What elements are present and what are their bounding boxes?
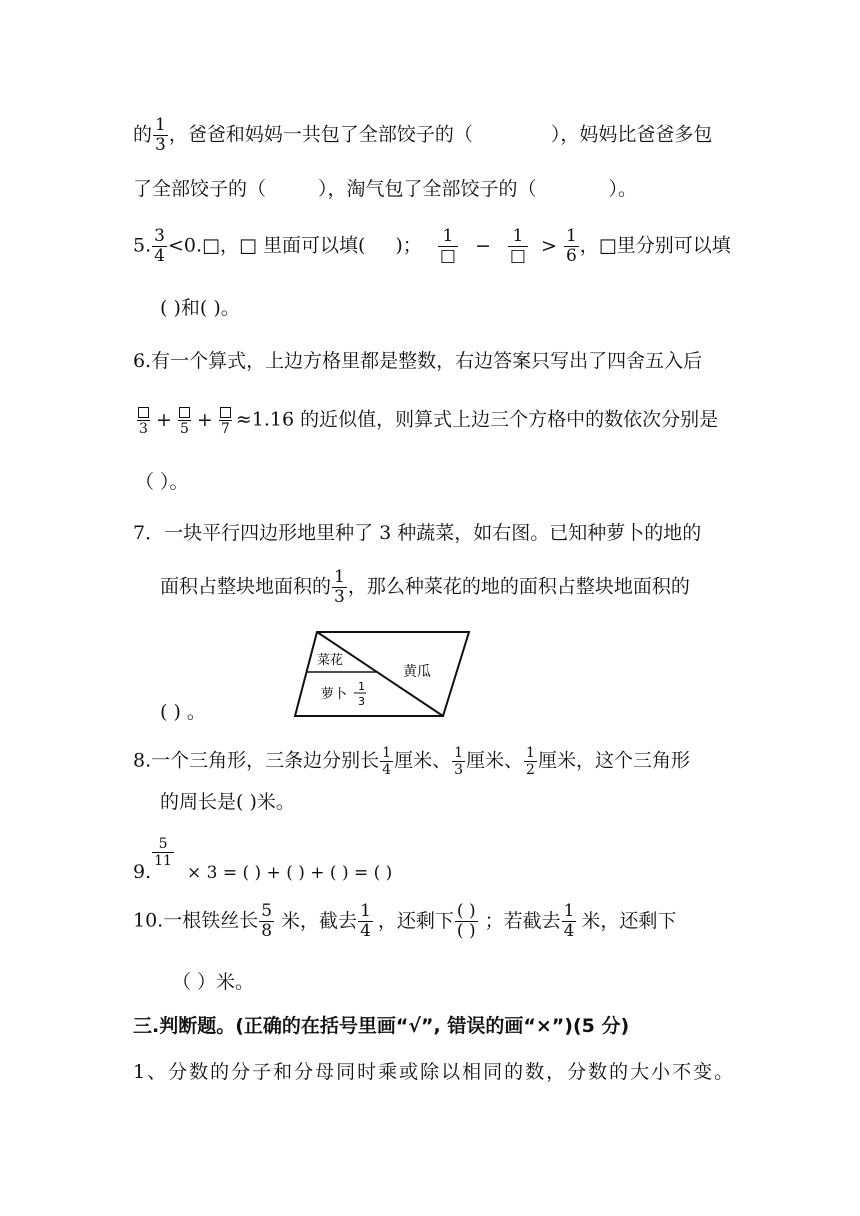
q10-line-1: 10.一根铁丝长 $\frac{5}{8}$ 米，截去 $\frac{1}{4}$ ，还剩下 $\frac{( )}{( )}$ ；若截去 $\frac{1}{4}$ 米，还剩下 [133,901,677,941]
judgement-item-1: 1、分数的分子和分母同时乘或除以相同的数，分数的大小不变。 [133,1061,736,1083]
fraction: 5 [175,405,194,436]
cucumber-label: 黄瓜 [403,664,431,680]
fraction: $\frac{1}{6}$ [565,226,577,266]
q7-line-2: 面积占整块地面积的 $\frac{1}{3}$ ，那么种菜花的地的面积占整块地面积的 [160,567,690,607]
answer-fraction-blank[interactable]: $\frac{( )}{( )}$ [456,901,476,941]
q10-line-2: （ ）米。 [172,971,255,993]
parallelogram-figure [293,630,471,720]
q6-line-3: （ ）。 [135,471,189,493]
q5-line-1: 5. $\frac{3}{4}$ <0.□，□ 里面可以填( )； $\frac{1}{□}$ − $\frac{1}{□}$ > $\frac{1}{6}$ ，□里分别可以填 [133,226,731,266]
q5-line-2: ( )和( )。 [160,297,240,319]
radish-label: 萝卜 [321,687,348,702]
q9-line: 9. $\frac{5}{11}$ × 3 = ( ) + ( ) + ( ) = ( ) [133,836,393,883]
fraction: 7 [216,405,235,436]
fraction: $\frac{1}{4}$ [360,901,371,941]
fraction: $\frac{1}{□}$ [439,226,456,266]
q8-line-2: 的周长是( )米。 [160,791,295,813]
cauliflower-label: 菜花 [317,653,344,668]
fraction: 3 [134,405,153,436]
q7-line-3: ( ) 。 [160,701,206,723]
blank-box [179,407,190,418]
parallelogram-outline [295,632,469,716]
q4-line-2: 了全部饺子的（ ），淘气包了全部饺子的（ ）。 [133,178,638,200]
fraction: $\frac{1}{4}$ [563,901,575,941]
blank-box [220,407,231,418]
q4-line-1: 的 $\frac{1}{3}$ ，爸爸和妈妈一共包了全部饺子的（ ），妈妈比爸爸多包 [133,115,713,155]
q6-line-1: 6.有一个算式，上边方格里都是整数，右边答案只写出了四舍五入后 [133,350,703,372]
fraction: $\frac{3}{4}$ [154,226,165,266]
q7-line-1: 7．一块平行四边形地里种了 3 种蔬菜，如右图。已知种萝卜的地的 [133,522,702,544]
fraction: $\frac{1}{3}$ [334,567,345,607]
fraction: $\frac{5}{11}$ [154,836,172,869]
section-3-heading: 三.判断题。(正确的在括号里画“√”, 错误的画“×”)(5 分) [133,1015,630,1037]
blank-box [138,407,149,418]
fraction: $\frac{1}{3}$ [155,115,166,155]
fraction: $\frac{5}{8}$ [261,901,273,941]
radish-fraction-den: 3 [358,695,365,708]
fraction: $\frac{1}{3}$ [454,745,463,778]
fraction: $\frac{1}{4}$ [382,745,392,778]
q6-line-2: 3 + 5 + 7 ≈1.16 的近似值，则算式上边三个方格中的数依次分别是 [133,405,718,436]
fraction: $\frac{1}{□}$ [509,226,526,266]
radish-fraction-num: 1 [358,680,365,693]
q8-line-1: 8.一个三角形，三条边分别长 $\frac{1}{4}$ 厘米、 $\frac{1}{3}$ 厘米、 $\frac{1}{2}$ 厘米，这个三角形 [133,745,690,778]
fraction: $\frac{1}{2}$ [526,745,535,778]
